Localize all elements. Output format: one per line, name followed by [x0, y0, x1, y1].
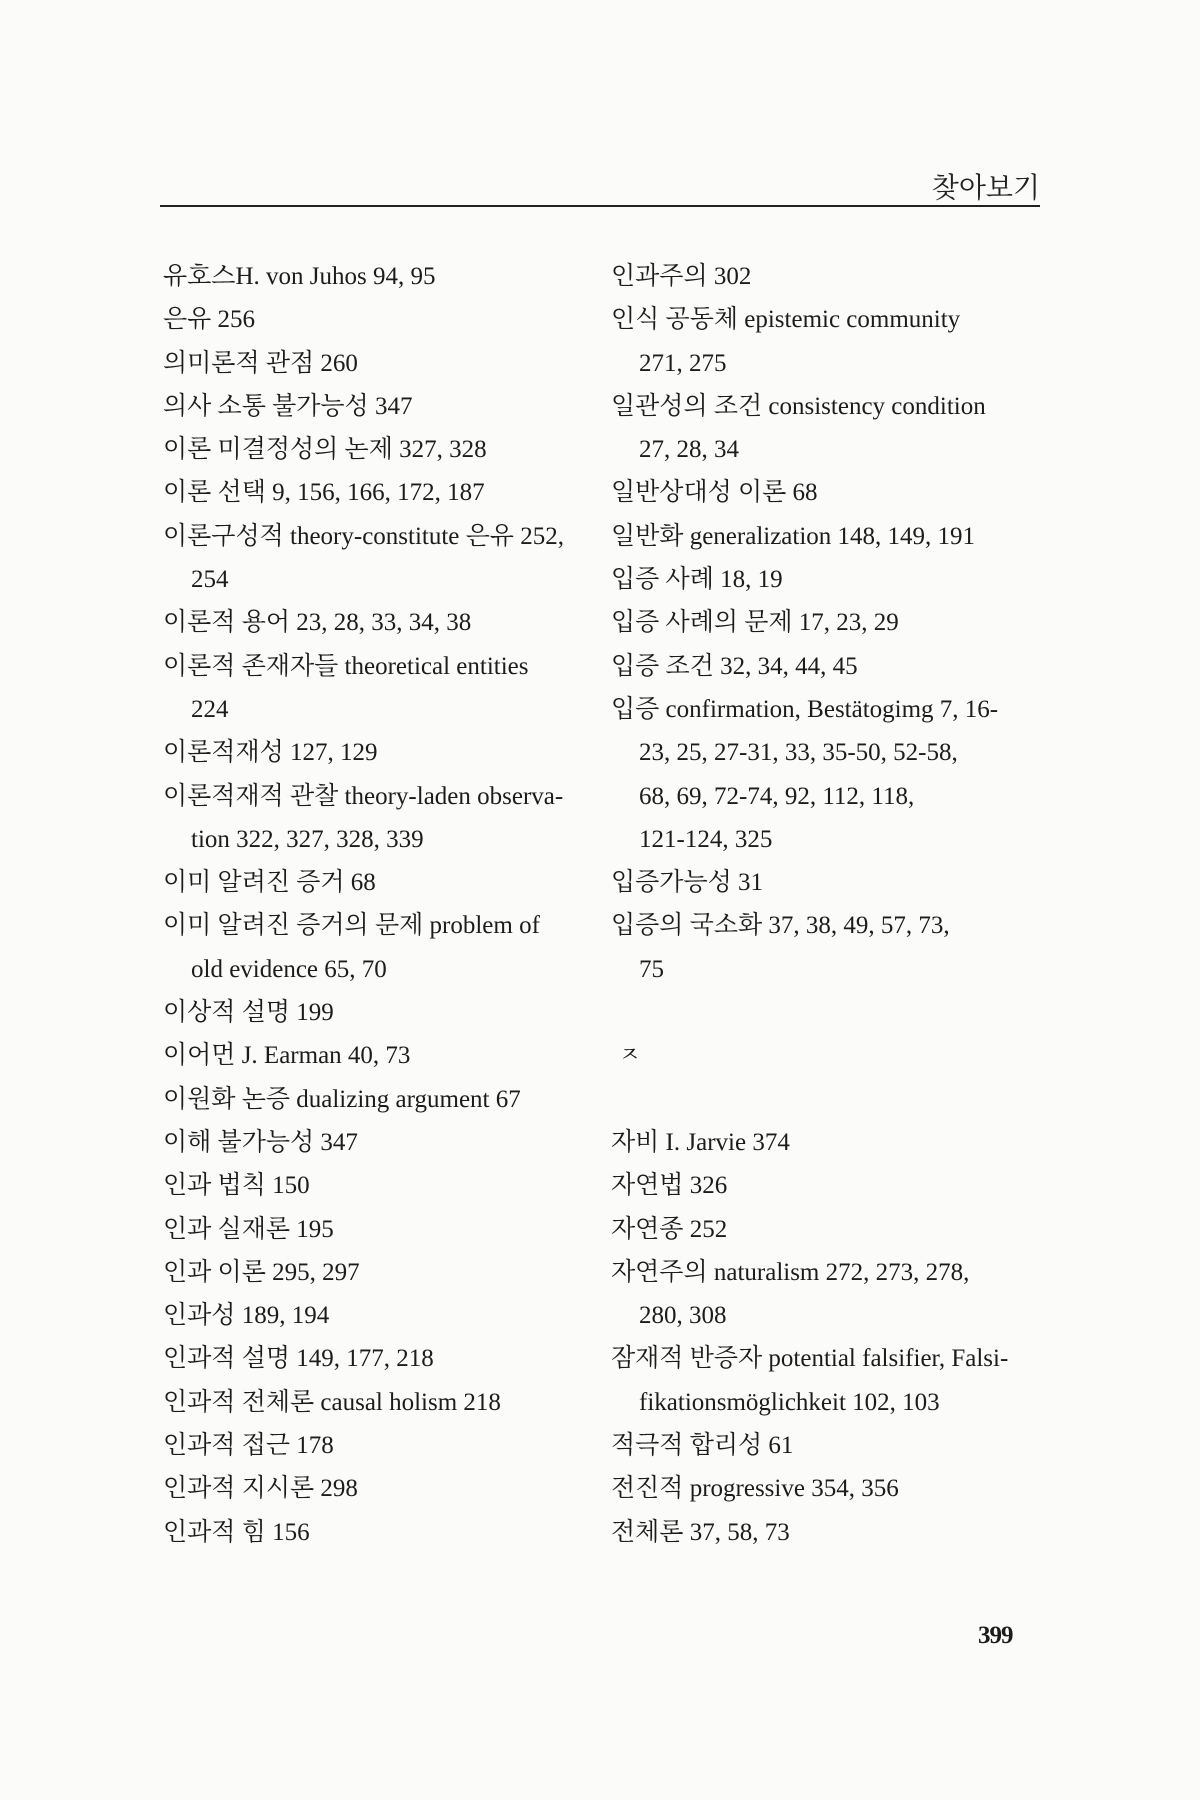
index-entry-line: 의사 소통 불가능성 347 [163, 392, 413, 420]
index-entry-line: 인과적 힘 156 [163, 1518, 310, 1546]
index-entry-line: 잠재적 반증자 potential falsifier, Falsi- [611, 1345, 1009, 1373]
index-entry-line: 이론구성적 theory-constitute 은유 252, [163, 522, 564, 550]
index-entry-line: 일반화 generalization 148, 149, 191 [611, 522, 976, 550]
running-head: 찾아보기 [931, 171, 1040, 204]
index-entry-line: 이론 선택 9, 156, 166, 172, 187 [163, 479, 485, 507]
index-entry-line: 입증 confirmation, Bestätogimg 7, 16- [611, 695, 999, 723]
index-section-heading: ㅈ [619, 1043, 641, 1069]
index-entry-line: 이론적 용어 23, 28, 33, 34, 38 [163, 609, 472, 637]
page-number: 399 [978, 1622, 1013, 1649]
index-entry-line: 자연주의 naturalism 272, 273, 278, [611, 1258, 970, 1286]
index-entry-line: 이론적재성 127, 129 [163, 739, 378, 767]
index-entry-line: 적극적 합리성 61 [611, 1432, 794, 1460]
index-entry-line: 입증 사례의 문제 17, 23, 29 [611, 609, 899, 637]
index-entry-line: 280, 308 [639, 1302, 727, 1330]
index-entry-line: 인과 이론 295, 297 [163, 1258, 360, 1286]
index-entry-line: 27, 28, 34 [639, 436, 739, 464]
index-entry-line: 23, 25, 27-31, 33, 35-50, 52-58, [639, 739, 958, 767]
index-entry-line: fikationsmöglichkeit 102, 103 [639, 1388, 940, 1416]
index-entry-line: 유호스H. von Juhos 94, 95 [163, 263, 436, 290]
index-entry-line: 인과 법칙 150 [163, 1172, 310, 1200]
index-entry-line: 인과적 설명 149, 177, 218 [163, 1345, 434, 1373]
index-entry-line: 은유 256 [163, 306, 256, 334]
index-entry-line: tion 322, 327, 328, 339 [191, 825, 424, 853]
index-entry-line: 이어먼 J. Earman 40, 73 [163, 1042, 411, 1070]
index-entry-line: 이미 알려진 증거의 문제 problem of [163, 912, 540, 940]
index-entry-line: 자비 I. Jarvie 374 [611, 1128, 790, 1156]
blank-line [611, 991, 1041, 1034]
index-entry-line: 이론적재적 관찰 theory-laden observa- [163, 782, 564, 810]
index-entry-line: 75 [639, 955, 664, 983]
index-entry-line: 인과적 지시론 298 [163, 1475, 358, 1503]
index-entry-line: 이상적 설명 199 [163, 999, 334, 1027]
header-rule [160, 205, 1040, 207]
index-entry-line: 인과적 전체론 causal holism 218 [163, 1388, 501, 1416]
index-entry-line: old evidence 65, 70 [191, 955, 387, 983]
index-entry-line: 전체론 37, 58, 73 [611, 1518, 790, 1546]
index-column-left [163, 255, 593, 1554]
index-entry-line: 인과적 접근 178 [163, 1432, 334, 1460]
index-column-right [611, 255, 1041, 1554]
index-entry-line: 자연법 326 [611, 1172, 728, 1200]
index-entry-line: 이론 미결정성의 논제 327, 328 [163, 436, 487, 464]
index-entry-line: 254 [191, 566, 229, 594]
blank-line [611, 1078, 1041, 1121]
index-entry-line: 의미론적 관점 260 [163, 349, 358, 377]
index-entry-line: 인과주의 302 [611, 263, 752, 290]
index-entry-line: 271, 275 [639, 349, 727, 377]
index-entry-line: 인식 공동체 epistemic community [611, 306, 961, 334]
index-entry-line: 이원화 논증 dualizing argument 67 [163, 1085, 521, 1113]
index-entry-line: 인과성 189, 194 [163, 1302, 330, 1330]
index-entry-line: 입증 조건 32, 34, 44, 45 [611, 652, 858, 680]
index-entry-line: 일반상대성 이론 68 [611, 479, 818, 507]
index-entry-line: 자연종 252 [611, 1215, 728, 1243]
index-entry-line: 입증 사례 18, 19 [611, 566, 783, 594]
index-entry-line: 이론적 존재자들 theoretical entities [163, 652, 529, 680]
index-entry-line: 121-124, 325 [639, 825, 773, 853]
index-entry-line: 입증가능성 31 [611, 869, 764, 897]
index-entry-line: 이미 알려진 증거 68 [163, 869, 376, 897]
index-entry-line: 전진적 progressive 354, 356 [611, 1475, 899, 1503]
index-entry-line: 인과 실재론 195 [163, 1215, 334, 1243]
index-entry-line: 입증의 국소화 37, 38, 49, 57, 73, [611, 912, 950, 940]
index-entry-line: 이해 불가능성 347 [163, 1128, 358, 1156]
index-entry-line: 68, 69, 72-74, 92, 112, 118, [639, 782, 915, 810]
index-entry-line: 224 [191, 695, 229, 723]
index-entry-line: 일관성의 조건 consistency condition [611, 392, 986, 420]
